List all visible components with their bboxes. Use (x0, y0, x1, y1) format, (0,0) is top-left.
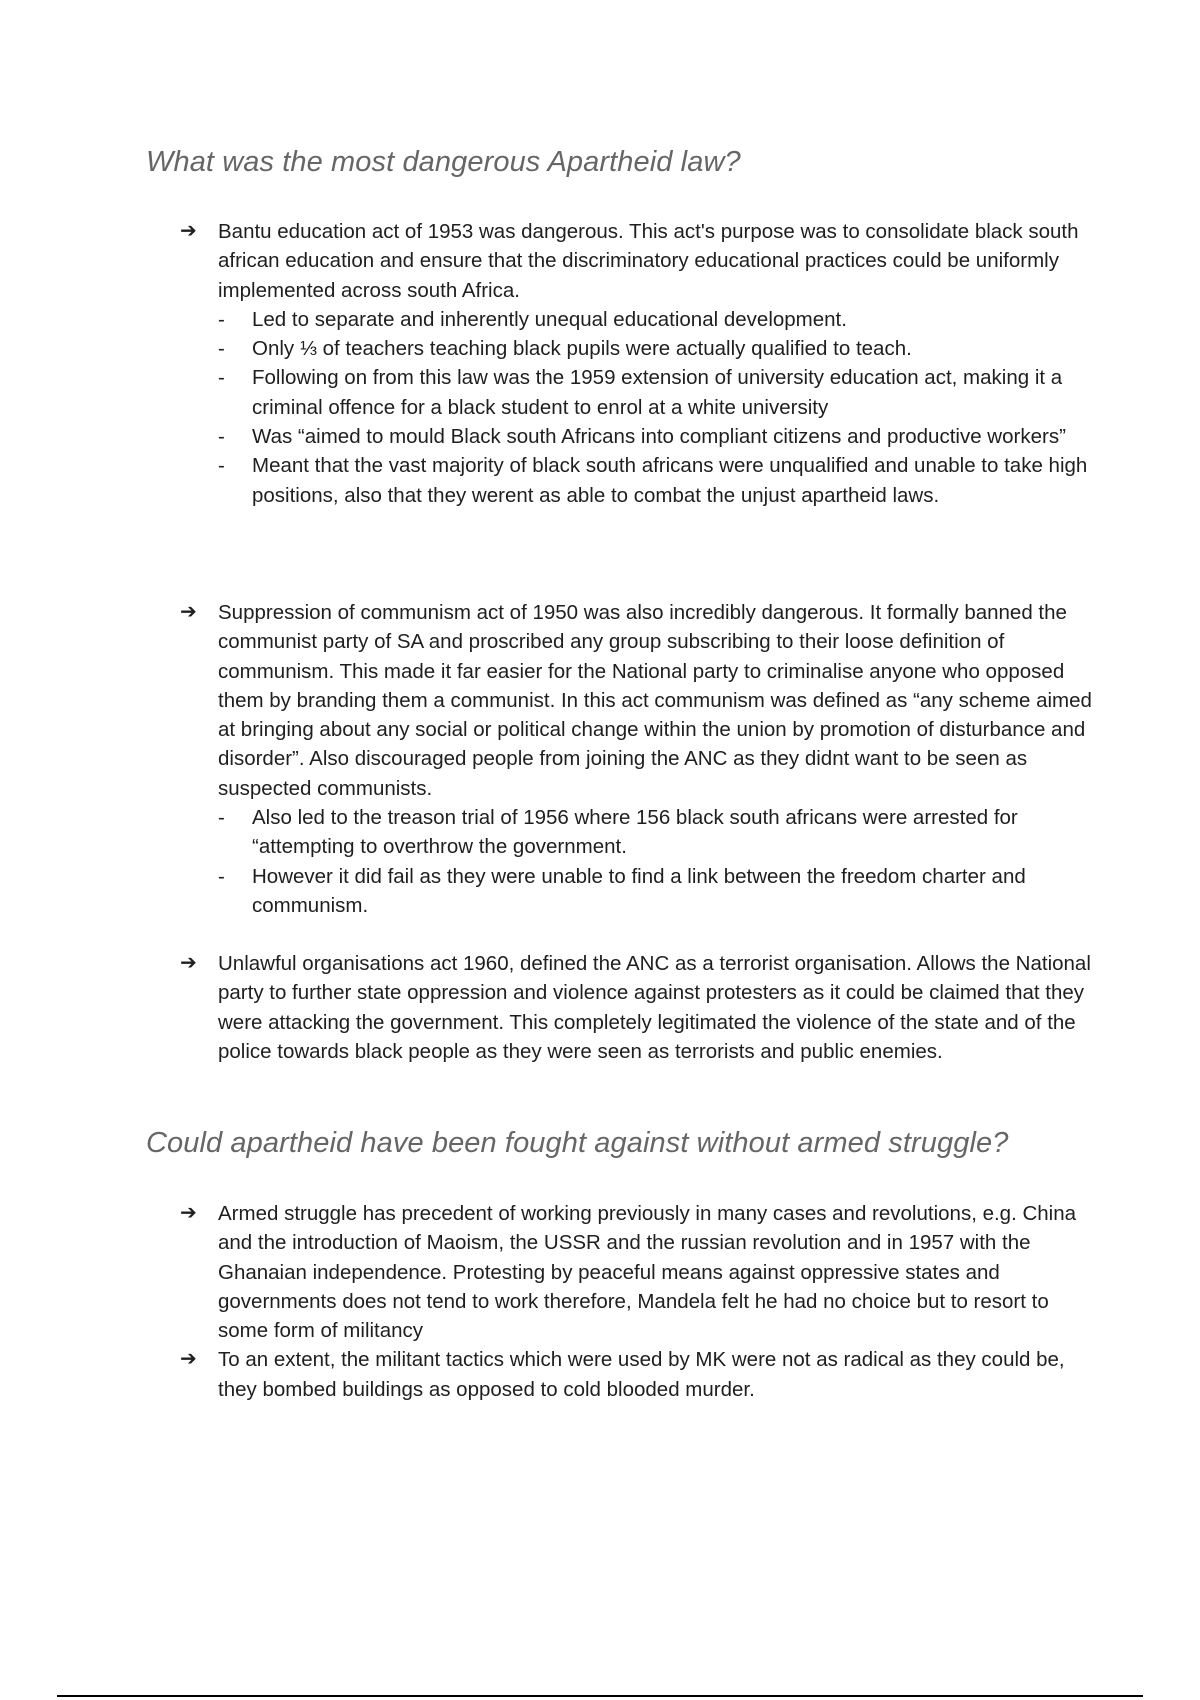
arrow-bullet-icon: ➔ (180, 952, 197, 974)
bullet-text: Unlawful organisations act 1960, defined the ANC as a terrorist organisation. Allows the National party to further state oppression and violence against protesters as it could be claimed that they were attacking the government. This completely legitimated the violence of the state and of the police towards black people as they were seen as terrorists and public enemies. (218, 952, 1091, 1063)
sub-bullet-item (142, 422, 1100, 451)
dash-bullet-icon: - (218, 806, 225, 830)
bullet-text: To an extent, the militant tactics which were used by MK were not as radical as they could be, they bombed buildings as opposed to cold blooded murder. (218, 1348, 1065, 1401)
sub-bullet-item (142, 334, 1100, 363)
dash-bullet-icon: - (218, 454, 225, 478)
bullet-list-section-2 (180, 598, 1100, 920)
sub-bullet-item (142, 305, 1100, 334)
arrow-bullet-icon: ➔ (180, 1202, 197, 1224)
dash-bullet-icon: - (218, 337, 225, 361)
dash-bullet-icon: - (218, 307, 225, 331)
sub-bullet-text: Was “aimed to mould Black south Africans into compliant citizens and productive workers” (252, 425, 1066, 449)
dash-bullet-icon: - (218, 864, 225, 888)
arrow-bullet-icon: ➔ (180, 220, 197, 242)
section-heading-dangerous-law: What was the most dangerous Apartheid law? (146, 146, 741, 178)
footer-divider (57, 1695, 1143, 1697)
sub-bullet-text: However it did fail as they were unable to find a link between the freedom charter and communism. (252, 864, 1026, 917)
sub-bullet-item (142, 451, 1100, 510)
arrow-bullet-icon: ➔ (180, 1348, 197, 1371)
bullet-list-section-1 (180, 217, 1100, 510)
sub-bullet-text: Following on from this law was the 1959 extension of university education act, making it a criminal offence for a black student to enrol at a white university (252, 366, 1063, 419)
bullet-item-suppression-of-communism (180, 598, 1100, 803)
sub-bullet-text: Meant that the vast majority of black south africans were unqualified and unable to take high positions, also that they werent as able to combat the unjust apartheid laws. (252, 454, 1088, 507)
sub-bullet-item (142, 363, 1100, 422)
sub-bullet-text: Also led to the treason trial of 1956 where 156 black south africans were arrested for “attempting to overthrow the government. (252, 806, 1018, 859)
sub-bullet-text: Only ⅓ of teachers teaching black pupils were actually qualified to teach. (252, 337, 912, 361)
bullet-text: Suppression of communism act of 1950 was also incredibly dangerous. It formally banned the communist party of SA and proscribed any group subscribing to their loose definition of communism. This made it far easier for the National party to criminalise anyone who opposed them by branding them a communist. In this act communism was defined as “any scheme aimed at bringing about any social or political change within the union by promotion of disturbance and disorder”. Also discouraged people from joining the ANC as they didnt want to be seen as suspected communists. (218, 601, 1092, 800)
bullet-list-section-4 (180, 1199, 1100, 1404)
bullet-text: Bantu education act of 1953 was dangerous. This act's purpose was to consolidate black south african education and ensure that the discriminatory educational practices could be uniformly implemented across south Africa. (218, 220, 1079, 302)
bullet-list-section-3 (180, 949, 1100, 1066)
sub-bullet-item (142, 803, 1100, 862)
arrow-bullet-icon: ➔ (180, 601, 197, 623)
sub-bullet-item (142, 862, 1100, 921)
section-heading-armed-struggle: Could apartheid have been fought against without armed struggle? (146, 1127, 1009, 1159)
sub-bullet-text: Led to separate and inherently unequal educational development. (252, 307, 847, 331)
bullet-item-mk-tactics (180, 1345, 1100, 1404)
bullet-item-unlawful-organisations (180, 949, 1100, 1066)
bullet-item-bantu-education (180, 217, 1100, 305)
dash-bullet-icon: - (218, 366, 225, 390)
bullet-item-armed-struggle-precedent (180, 1199, 1100, 1345)
bullet-text: Armed struggle has precedent of working previously in many cases and revolutions, e.g. China and the introduction of Maoism, the USSR and the russian revolution and in 1957 with the Ghanaian independence. Protesting by peaceful means against oppressive states and governments does not tend to work therefore, Mandela felt he had no choice but to resort to some form of militancy (218, 1202, 1077, 1343)
dash-bullet-icon: - (218, 425, 225, 449)
